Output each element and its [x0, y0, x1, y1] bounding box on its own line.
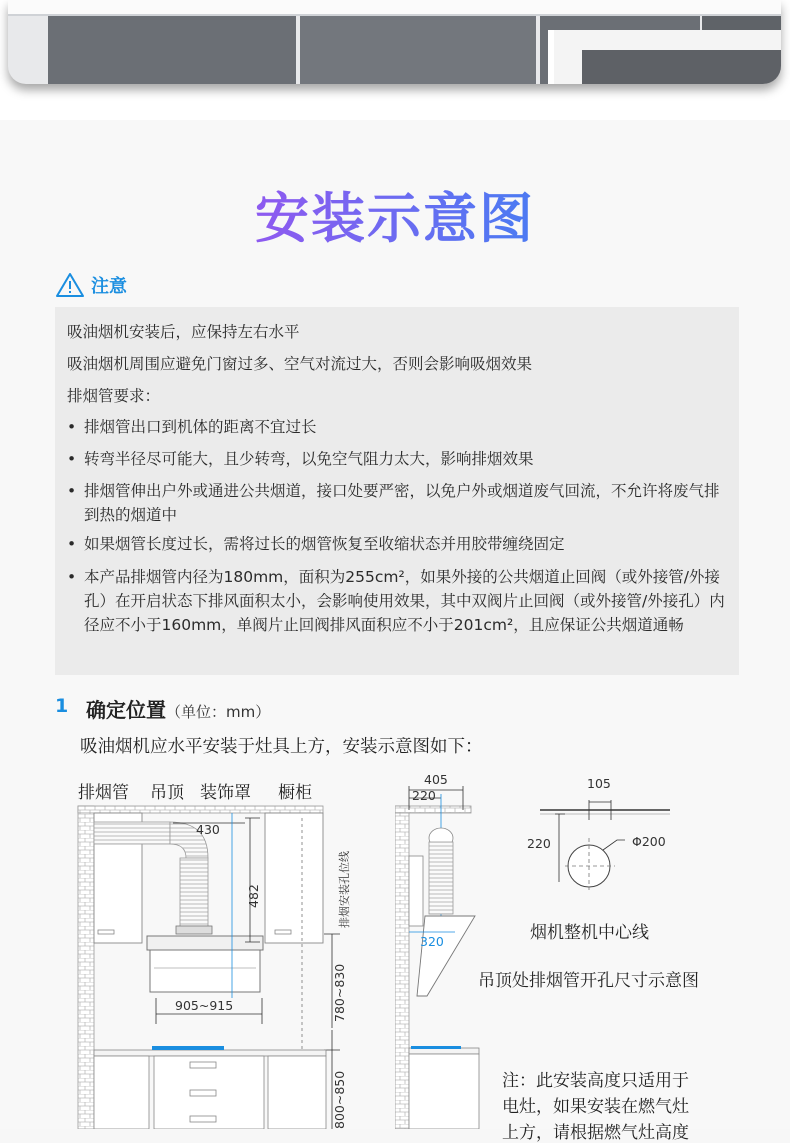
section-number: 1	[55, 695, 69, 717]
warning-icon	[55, 272, 85, 298]
dim-220-hole: 220	[527, 836, 551, 851]
notice-bullet: • 转弯半径尽可能大，且少转弯，以免空气阻力太大，影响排烟效果	[67, 450, 534, 468]
notice-line: 排烟管要求：	[67, 387, 161, 405]
dim-482: 482	[246, 884, 261, 908]
install-note-line: 注：此安装高度只适用于	[502, 1071, 689, 1091]
notice-box	[55, 307, 739, 675]
label-center-line: 烟机整机中心线	[530, 923, 649, 943]
notice-label: 注意	[91, 276, 127, 297]
dim-405: 405	[424, 772, 448, 787]
dim-430: 430	[196, 822, 220, 837]
notice-line: 吸油烟机安装后，应保持左右水平	[67, 323, 300, 341]
kitchen-photo-strip	[0, 0, 790, 120]
notice-bullet: • 如果烟管长度过长，需将过长的烟管恢复至收缩状态并用胶带缠绕固定	[67, 535, 565, 553]
label-cover: 装饰罩	[200, 783, 251, 803]
install-note-line: 上方，请根据燃气灶高度	[502, 1123, 689, 1143]
notice-bullet: • 本产品排烟管内径为180mm，面积为255cm²，如果外接的公共烟道止回阀（或外接管/外接孔）在开启状态下排风面积太小，会影响使用效果，其中双阀片止回阀（或外接管/外接孔）内径应不小于160mm，单阀片止回阀排风面积应不小于201cm²，且应保证公共烟道通畅	[67, 568, 725, 634]
label-hole-line: 排烟安装孔位线	[338, 851, 351, 928]
dim-220-side: 220	[412, 788, 436, 803]
label-exhaust-pipe: 排烟管	[78, 783, 129, 803]
notice-bullet: • 排烟管伸出户外或通进公共烟道，接口处要严密，以免户外或烟道废气回流，不允许将废气排到热的烟道中	[67, 482, 720, 524]
dim-780-830: 780~830	[332, 963, 347, 1022]
section-title: 确定位置（单位：mm）	[86, 698, 271, 722]
dim-105: 105	[587, 776, 611, 791]
notice-bullet: • 排烟管出口到机体的距离不宜过长	[67, 418, 317, 436]
label-hole-caption: 吊顶处排烟管开孔尺寸示意图	[478, 971, 699, 991]
notice-heading	[55, 272, 127, 298]
section-subtitle: 吸油烟机应水平安装于灶具上方，安装示意图如下：	[80, 737, 483, 757]
dim-320: 320	[420, 934, 444, 949]
label-ceiling: 吊顶	[150, 783, 184, 803]
notice-line: 吸油烟机周围应避免门窗过多、空气对流过大，否则会影响吸烟效果	[67, 355, 533, 373]
dim-phi200: Φ200	[632, 834, 666, 849]
side-elevation-drawing	[395, 780, 485, 1129]
dim-905-915: 905~915	[175, 998, 234, 1013]
page-title: 安装示意图	[0, 176, 790, 253]
kitchen-photo	[8, 0, 781, 84]
dim-800-850: 800~850	[332, 1070, 347, 1129]
section-unit: （单位：mm）	[166, 703, 271, 721]
install-note-line: 电灶，如果安装在燃气灶	[502, 1097, 689, 1117]
front-elevation-drawing	[70, 798, 370, 1129]
label-cabinet: 橱柜	[278, 783, 312, 803]
